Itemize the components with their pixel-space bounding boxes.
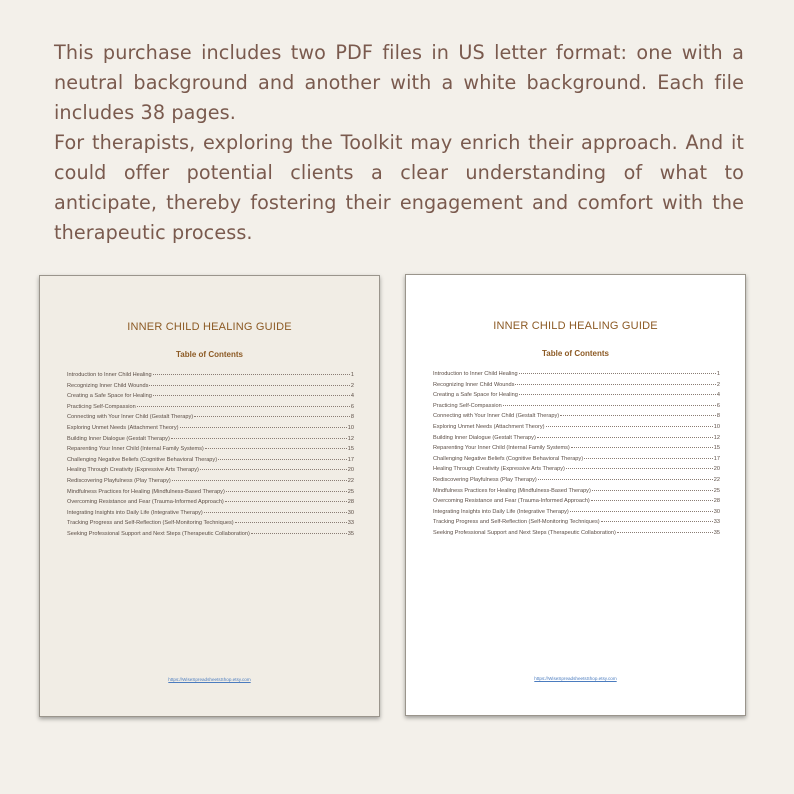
- toc-entry-label: Mindfulness Practices for Healing (Mindfulness-Based Therapy): [433, 487, 591, 494]
- toc-entry-page: 2: [350, 382, 354, 389]
- toc-entry: [67, 531, 354, 542]
- toc-entry-label: Creating a Safe Space for Healing: [433, 392, 518, 399]
- toc-entry-label: Building Inner Dialogue (Gestalt Therapy): [67, 435, 170, 442]
- toc-entry: [67, 393, 354, 404]
- shop-link[interactable]: https://WiseSpreadsheetsShop.etsy.com: [168, 677, 251, 682]
- toc-entry-page: 33: [713, 519, 720, 526]
- toc-entry-page: 8: [716, 413, 720, 420]
- toc-entry-page: 30: [713, 508, 720, 515]
- toc-entry-label: Integrating Insights into Daily Life (Integrative Therapy): [67, 509, 203, 516]
- toc-entry-page: 28: [713, 498, 720, 505]
- toc-entry: [433, 456, 720, 467]
- toc-leader-dots: [149, 385, 350, 386]
- toc-entry-page: 15: [347, 446, 354, 453]
- toc-entry-label: Exploring Unmet Needs (Attachment Theory): [433, 423, 545, 430]
- toc-leader-dots: [570, 511, 713, 512]
- toc-entry-page: 4: [350, 393, 354, 400]
- table-of-contents: [67, 372, 354, 542]
- toc-entry: [433, 509, 720, 520]
- toc-entry-label: Recognizing Inner Child Wounds: [67, 382, 149, 389]
- toc-entry-page: 4: [716, 392, 720, 399]
- toc-entry: [67, 425, 354, 436]
- toc-entry: [433, 477, 720, 488]
- toc-leader-dots: [235, 522, 347, 523]
- toc-entry: [433, 488, 720, 499]
- toc-entry: [433, 424, 720, 435]
- toc-leader-dots: [546, 426, 713, 427]
- toc-entry-label: Connecting with Your Inner Child (Gestalt Therapy): [67, 414, 194, 421]
- toc-leader-dots: [537, 437, 713, 438]
- toc-entry: [67, 478, 354, 489]
- toc-entry-page: 35: [713, 529, 720, 536]
- toc-leader-dots: [592, 490, 713, 491]
- toc-entry: [433, 382, 720, 393]
- toc-entry-label: Building Inner Dialogue (Gestalt Therapy): [433, 434, 536, 441]
- toc-entry-page: 22: [347, 477, 354, 484]
- toc-entry-label: Seeking Professional Support and Next Steps (Therapeutic Collaboration): [433, 529, 616, 536]
- toc-entry-label: Reparenting Your Inner Child (Internal Family Systems): [433, 445, 570, 452]
- toc-leader-dots: [601, 521, 713, 522]
- toc-entry: [433, 413, 720, 424]
- toc-entry-label: Connecting with Your Inner Child (Gestalt Therapy): [433, 413, 560, 420]
- toc-leader-dots: [251, 533, 347, 534]
- toc-entry-page: 28: [347, 499, 354, 506]
- table-of-contents: [433, 371, 720, 541]
- toc-entry-label: Exploring Unmet Needs (Attachment Theory): [67, 424, 179, 431]
- toc-entry-page: 1: [350, 372, 354, 378]
- toc-leader-dots: [584, 458, 713, 459]
- toc-entry-label: Challenging Negative Beliefs (Cognitive Behavioral Therapy): [67, 456, 218, 463]
- toc-entry: [67, 499, 354, 510]
- toc-leader-dots: [519, 394, 716, 395]
- toc-entry: [67, 489, 354, 500]
- document-title: INNER CHILD HEALING GUIDE: [127, 321, 292, 333]
- toc-entry: [67, 446, 354, 457]
- toc-entry: [433, 445, 720, 456]
- toc-leader-dots: [172, 480, 347, 481]
- toc-leader-dots: [571, 447, 713, 448]
- toc-leader-dots: [225, 501, 347, 502]
- toc-entry-page: 8: [350, 414, 354, 421]
- toc-entry-page: 12: [713, 434, 720, 441]
- toc-entry-label: Mindfulness Practices for Healing (Mindfulness-Based Therapy): [67, 488, 225, 495]
- toc-entry-page: 6: [350, 403, 354, 410]
- toc-leader-dots: [137, 406, 350, 407]
- toc-entry: [67, 457, 354, 468]
- toc-leader-dots: [194, 416, 350, 417]
- toc-entry-label: Creating a Safe Space for Healing: [67, 393, 152, 400]
- toc-entry: [67, 510, 354, 521]
- toc-entry-page: 30: [347, 509, 354, 516]
- toc-leader-dots: [566, 468, 713, 469]
- toc-entry: [67, 404, 354, 415]
- neutral-page-preview: [39, 275, 380, 717]
- toc-entry-label: Seeking Professional Support and Next Steps (Therapeutic Collaboration): [67, 530, 250, 537]
- toc-entry: [433, 403, 720, 414]
- intro-text: [54, 38, 744, 248]
- toc-entry-label: Practicing Self-Compassion: [67, 403, 136, 410]
- toc-entry-label: Practicing Self-Compassion: [433, 402, 502, 409]
- toc-entry-page: 35: [347, 530, 354, 537]
- toc-entry: [67, 467, 354, 478]
- toc-entry-page: 25: [347, 488, 354, 495]
- toc-entry-page: 2: [716, 381, 720, 388]
- intro-paragraph-2: For therapists, exploring the Toolkit may enrich their approach. And it could offer potential clients a clear understanding of what to anticipate, thereby fostering their engagement and comfort with the therapeutic process.: [54, 131, 744, 244]
- toc-leader-dots: [180, 427, 347, 428]
- toc-leader-dots: [515, 384, 716, 385]
- toc-entry: [67, 383, 354, 394]
- toc-leader-dots: [503, 405, 716, 406]
- document-title: INNER CHILD HEALING GUIDE: [493, 320, 658, 332]
- toc-leader-dots: [591, 500, 713, 501]
- toc-leader-dots: [218, 459, 347, 460]
- toc-heading: Table of Contents: [176, 350, 243, 359]
- toc-entry-label: Tracking Progress and Self-Reflection (Self-Monitoring Techniques): [433, 519, 600, 526]
- toc-entry-label: Rediscovering Playfulness (Play Therapy): [67, 477, 171, 484]
- toc-leader-dots: [519, 373, 716, 374]
- toc-entry-label: Overcoming Resistance and Fear (Trauma-Informed Approach): [67, 499, 224, 506]
- toc-entry-label: Challenging Negative Beliefs (Cognitive Behavioral Therapy): [433, 455, 584, 462]
- toc-entry-label: Rediscovering Playfulness (Play Therapy): [433, 476, 537, 483]
- toc-entry-label: Reparenting Your Inner Child (Internal Family Systems): [67, 446, 204, 453]
- toc-entry-page: 6: [716, 402, 720, 409]
- toc-entry: [67, 414, 354, 425]
- toc-entry-label: Recognizing Inner Child Wounds: [433, 381, 515, 388]
- toc-entry-label: Tracking Progress and Self-Reflection (Self-Monitoring Techniques): [67, 520, 234, 527]
- toc-entry: [433, 392, 720, 403]
- toc-entry-page: 12: [347, 435, 354, 442]
- toc-entry: [433, 530, 720, 541]
- toc-entry-page: 20: [347, 467, 354, 474]
- toc-leader-dots: [560, 415, 716, 416]
- shop-link[interactable]: https://WiseSpreadsheetsShop.etsy.com: [534, 676, 617, 681]
- toc-leader-dots: [226, 491, 347, 492]
- toc-entry-label: Healing Through Creativity (Expressive Arts Therapy): [433, 466, 565, 473]
- toc-leader-dots: [153, 395, 350, 396]
- toc-entry-page: 22: [713, 476, 720, 483]
- toc-entry-page: 10: [347, 424, 354, 431]
- toc-entry: [433, 498, 720, 509]
- toc-leader-dots: [200, 469, 347, 470]
- toc-heading: Table of Contents: [542, 349, 609, 358]
- toc-entry-label: Introduction to Inner Child Healing: [433, 371, 518, 377]
- toc-entry-label: Healing Through Creativity (Expressive Arts Therapy): [67, 467, 199, 474]
- toc-entry-page: 17: [713, 455, 720, 462]
- toc-leader-dots: [617, 532, 713, 533]
- toc-leader-dots: [153, 374, 350, 375]
- toc-leader-dots: [204, 512, 347, 513]
- toc-entry: [433, 435, 720, 446]
- toc-entry-page: 15: [713, 445, 720, 452]
- toc-entry: [433, 371, 720, 382]
- intro-paragraph-1: This purchase includes two PDF files in US letter format: one with a neutral background and another with a white background. Each file includes 38 pages.: [54, 41, 744, 124]
- toc-entry-page: 33: [347, 520, 354, 527]
- white-page-preview: [405, 274, 746, 716]
- toc-entry: [433, 466, 720, 477]
- toc-entry: [433, 519, 720, 530]
- toc-entry: [67, 520, 354, 531]
- toc-entry-page: 17: [347, 456, 354, 463]
- toc-leader-dots: [538, 479, 713, 480]
- toc-entry-label: Integrating Insights into Daily Life (Integrative Therapy): [433, 508, 569, 515]
- toc-entry-page: 1: [716, 371, 720, 377]
- toc-entry-label: Overcoming Resistance and Fear (Trauma-Informed Approach): [433, 498, 590, 505]
- toc-entry-label: Introduction to Inner Child Healing: [67, 372, 152, 378]
- toc-leader-dots: [171, 438, 347, 439]
- toc-entry: [67, 436, 354, 447]
- toc-entry-page: 25: [713, 487, 720, 494]
- toc-entry-page: 20: [713, 466, 720, 473]
- toc-entry: [67, 372, 354, 383]
- toc-leader-dots: [205, 448, 347, 449]
- toc-entry-page: 10: [713, 423, 720, 430]
